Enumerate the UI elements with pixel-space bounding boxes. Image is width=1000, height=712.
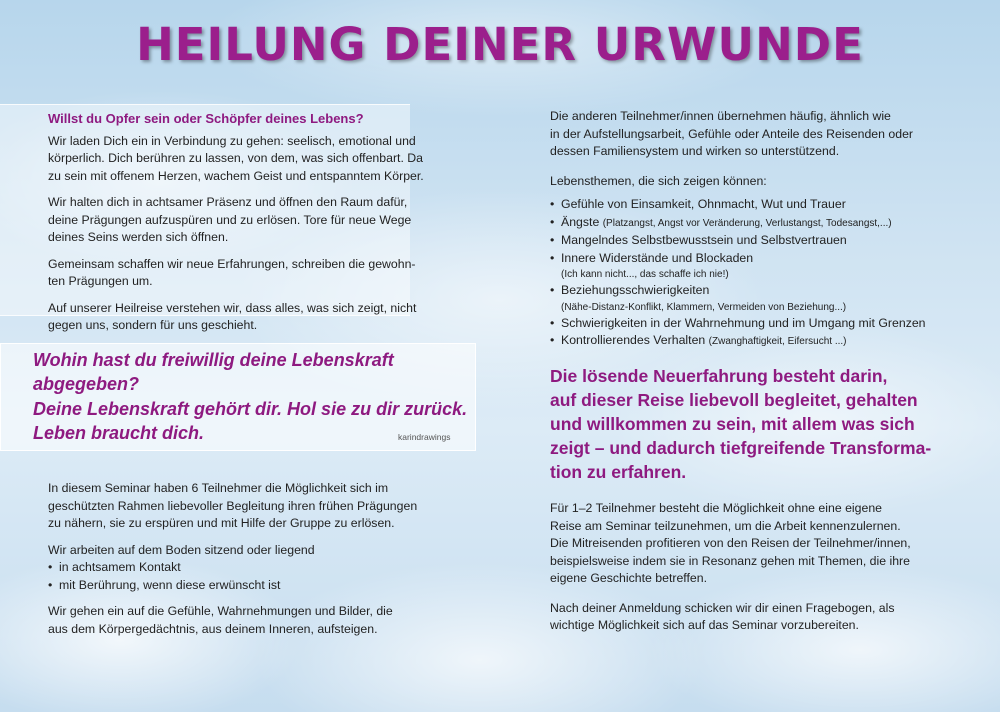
list-item: • Innere Widerstände und Blockaden (Ich kann nicht..., das schaffe ich nie!) xyxy=(550,250,754,280)
image-credit: karindrawings xyxy=(398,432,451,442)
right-paragraph-2: Für 1–2 Teilnehmer besteht die Möglichkeit ohne eine eigene Reise am Seminar teilzunehmen, um die Arbeit kennenzulernen. Die Mitreisenden profitieren von den Reisen der Teilnehmer/innen, beispielsweise indem sie in Resonanz gehen mit Themen, die ihre eigene Geschichte betreffen. xyxy=(550,501,911,585)
quote-line-2: abgegeben? xyxy=(33,374,140,394)
seminar-paragraph-2: Wir arbeiten auf dem Boden sitzend oder liegend xyxy=(48,542,315,557)
intro-paragraph-1: Wir laden Dich ein in Verbindung zu gehen: seelisch, emotional und körperlich. Dich berühren zu lassen, von dem, was sich offenbart. Da zu sein mit offenem Herzen, wachem Geist und entspanntem Körper. xyxy=(48,133,424,183)
right-paragraph-1: Die anderen Teilnehmer/innen übernehmen häufig, ähnlich wie in der Aufstellungsarbeit, Gefühle oder Anteile des Reisenden oder dessen Familiensystem und wirken so unterstützend. xyxy=(550,109,913,158)
list-item: • in achtsamem Kontakt xyxy=(48,560,181,574)
intro-paragraph-3: Gemeinsam schaffen wir neue Erfahrungen, schreiben die gewohn- ten Prägungen um. xyxy=(48,256,416,288)
seminar-paragraph-1: In diesem Seminar haben 6 Teilnehmer die Möglichkeit sich im geschützten Rahmen liebevoller Begleitung ihren frühen Prägungen zu nähern, sie zu erspüren und mit Hilfe der Gruppe zu erlösen. xyxy=(48,481,418,530)
list-item: • Gefühle von Einsamkeit, Ohnmacht, Wut und Trauer xyxy=(550,197,846,211)
intro-question: Willst du Opfer sein oder Schöpfer deines Lebens? xyxy=(48,111,364,126)
themes-list xyxy=(550,196,960,351)
quote-line-1: Wohin hast du freiwillig deine Lebenskraft xyxy=(33,350,394,370)
right-section xyxy=(550,108,960,351)
list-item: • Schwierigkeiten in der Wahrnehmung und im Umgang mit Grenzen xyxy=(550,315,926,330)
list-item: • Beziehungsschwierigkeiten (Nähe-Distanz-Konflikt, Klammern, Vermeiden von Beziehung...) xyxy=(550,283,847,313)
seminar-bullet-list xyxy=(48,559,458,594)
list-item: • Ängste (Platzangst, Angst vor Veränderung, Verlustangst, Todesangst,...) xyxy=(550,214,892,229)
right-paragraph-3: Nach deiner Anmeldung schicken wir dir einen Fragebogen, als wichtige Möglichkeit sich auf das Seminar vorzubereiten. xyxy=(550,600,895,632)
intro-paragraph-4: Auf unserer Heilreise verstehen wir, dass alles, was sich zeigt, nicht gegen uns, sondern für uns geschieht. xyxy=(48,300,417,332)
highlight-headline: Die lösende Neuerfahrung besteht darin, auf dieser Reise liebevoll begleitet, gehalten und willkommen zu sein, mit allem was sich zeigt – und dadurch tiefgreifende Transforma- tion zu erfahren. xyxy=(550,366,932,482)
list-item: • Kontrollierendes Verhalten (Zwanghaftigkeit, Eifersucht ...) xyxy=(550,333,847,347)
intro-section xyxy=(48,110,448,335)
intro-paragraph-2: Wir halten dich in achtsamer Präsenz und öffnen den Raum dafür, deine Prägungen aufzuspüren und zu erlösen. Tore für neue Wege deines Seins werden sich öffnen. xyxy=(48,195,412,244)
list-item: • mit Berührung, wenn diese erwünscht ist xyxy=(48,577,281,592)
themes-intro: Lebensthemen, die sich zeigen können: xyxy=(550,173,767,188)
quote-line-4: Leben braucht dich. xyxy=(33,423,205,443)
seminar-section xyxy=(48,480,458,638)
seminar-paragraph-3: Wir gehen ein auf die Gefühle, Wahrnehmungen und Bilder, die aus dem Körpergedächtnis, aus deinem Inneren, aufsteigen. xyxy=(48,604,393,636)
list-item: • Mangelndes Selbstbewusstsein und Selbstvertrauen xyxy=(550,233,847,247)
right-bottom-section xyxy=(550,500,960,635)
quote-line-3: Deine Lebenskraft gehört dir. Hol sie zu dir zurück. xyxy=(33,399,468,419)
page-title: HEILUNG DEINER URWUNDE xyxy=(136,18,864,71)
